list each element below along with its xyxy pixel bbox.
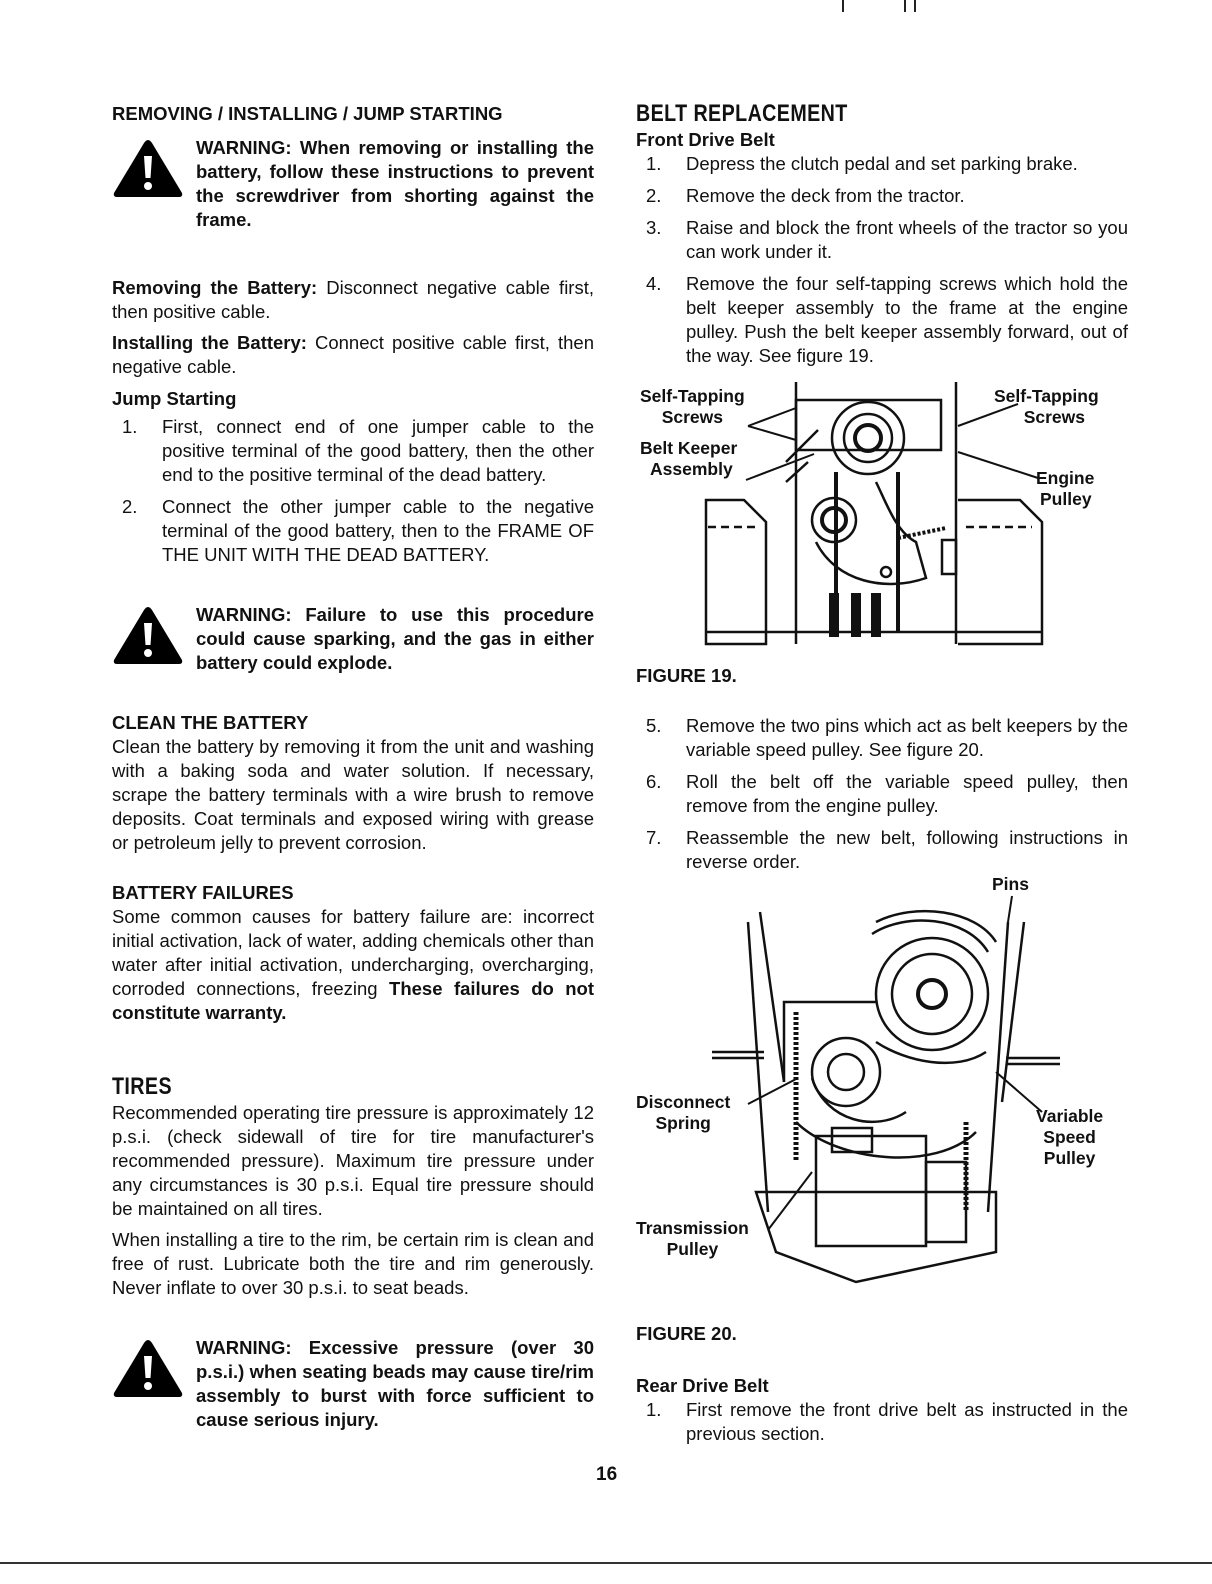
jump-steps-list [112, 415, 594, 567]
removing-battery-paragraph [112, 276, 594, 324]
label-self-tapping-screws-left: Self-Tapping Screws [640, 386, 745, 427]
left-column [112, 100, 594, 1432]
battery-failures-paragraph [112, 905, 594, 1025]
rear-drive-belt-title: Rear Drive Belt [636, 1375, 769, 1396]
front-steps-list-b [636, 714, 1128, 874]
figure-19-caption: FIGURE 19. [636, 665, 737, 686]
jump-starting-title: Jump Starting [112, 388, 237, 409]
installing-battery-paragraph [112, 331, 594, 379]
installing-battery-text: Connect positive cable first, then negative cable. [112, 332, 594, 377]
battery-failures-warranty: These failures do not constitute warranty. [112, 978, 594, 1023]
list-item: 2. Remove the deck from the tractor. [646, 185, 965, 206]
list-item: 3. Raise and block the front wheels of the tractor so you can work under it. [646, 217, 1128, 262]
front-drive-belt-title: Front Drive Belt [636, 129, 775, 150]
removing-battery-label: Removing the Battery: [112, 277, 318, 298]
belt-replacement-title: BELT REPLACEMENT [636, 100, 848, 127]
list-item: 5. Remove the two pins which act as belt keepers by the variable speed pulley. See figure 20. [646, 715, 1128, 760]
label-transmission-pulley: Transmission Pulley [636, 1218, 749, 1259]
front-steps-list-a [636, 152, 1128, 368]
figure-20-caption: FIGURE 20. [636, 1323, 737, 1344]
scan-mark [904, 0, 906, 12]
warning-triangle-icon [112, 136, 184, 200]
battery-failures-title: BATTERY FAILURES [112, 882, 294, 903]
right-column [636, 100, 1128, 1454]
figure-19 [636, 382, 1128, 654]
label-pins: Pins [992, 874, 1029, 894]
scan-mark [914, 0, 916, 12]
list-item: 6. Roll the belt off the variable speed pulley, then remove from the engine pulley. [646, 771, 1128, 816]
list-item: 1. First, connect end of one jumper cable to the positive terminal of the good battery, then the other end to the positive terminal of the dead battery. [122, 416, 594, 485]
warning-text: WARNING: Failure to use this procedure could cause sparking, and the gas in either battery could explode. [196, 604, 594, 673]
label-disconnect-spring: Disconnect Spring [636, 1092, 731, 1133]
list-item: 7. Reassemble the new belt, following instructions in reverse order. [646, 827, 1128, 872]
clean-battery-title: CLEAN THE BATTERY [112, 712, 309, 733]
section-title-removing-installing: REMOVING / INSTALLING / JUMP STARTING [112, 103, 503, 124]
tires-title: TIRES [112, 1073, 173, 1100]
label-belt-keeper-assembly: Belt Keeper Assembly [640, 438, 738, 479]
label-engine-pulley: Engine Pulley [1036, 468, 1095, 509]
installing-battery-label: Installing the Battery: [112, 332, 307, 353]
label-variable-speed-pulley: Variable Speed Pulley [1036, 1106, 1104, 1168]
warning-triangle-icon [112, 1336, 184, 1400]
page-number: 16 [596, 1464, 618, 1485]
scan-mark [842, 0, 844, 12]
warning-text: WARNING: When removing or installing the battery, follow these instructions to prevent the screwdriver from shorting against the frame. [196, 137, 594, 230]
figure-20 [636, 874, 1128, 1314]
tires-paragraph-1: Recommended operating tire pressure is approximately 12 p.s.i. (check sidewall of tire for tire manufacturer's recommended pressure). Maximum tire pressure under any circumstances is 30 p.s.i. Equal tire pressure should be maintained on all tires. [112, 1102, 594, 1219]
warning-triangle-icon [112, 603, 184, 667]
removing-battery-text: Disconnect negative cable first, then positive cable. [112, 277, 594, 322]
list-item: 1. Depress the clutch pedal and set parking brake. [646, 153, 1078, 174]
rear-steps-list [636, 1398, 1128, 1446]
list-item: 1. First remove the front drive belt as instructed in the previous section. [646, 1399, 1128, 1444]
tires-paragraph-2: When installing a tire to the rim, be certain rim is clean and free of rust. Lubricate both the tire and rim generously. Never inflate to over 30 p.s.i. to seat beads. [112, 1229, 594, 1298]
warning-text: WARNING: Excessive pressure (over 30 p.s.i.) when seating beads may cause tire/rim assembly to burst with force sufficient to cause serious injury. [196, 1337, 594, 1430]
bottom-rule [0, 1562, 1212, 1564]
warning-excessive-pressure [112, 1336, 594, 1432]
warning-sparking [112, 603, 594, 675]
clean-battery-text: Clean the battery by removing it from the unit and washing with a baking soda and water solution. If necessary, scrape the battery terminals with a wire brush to remove deposits. Coat terminals and exposed wiring with grease or petroleum jelly to prevent corrosion. [112, 736, 594, 853]
list-item: 4. Remove the four self-tapping screws which hold the belt keeper assembly to the frame at the engine pulley. Push the belt keeper assembly forward, out of the way. See figure 19. [646, 273, 1128, 366]
battery-failures-text: Some common causes for battery failure are: incorrect initial activation, lack of water, adding chemicals other than water after initial activation, undercharging, overcharging, corroded connections, freezing [112, 906, 594, 999]
warning-battery-shorting [112, 136, 594, 232]
label-self-tapping-screws-right: Self-Tapping Screws [994, 386, 1099, 427]
list-item: 2. Connect the other jumper cable to the negative terminal of the good battery, then to the FRAME OF THE UNIT WITH THE DEAD BATTERY. [122, 496, 594, 565]
